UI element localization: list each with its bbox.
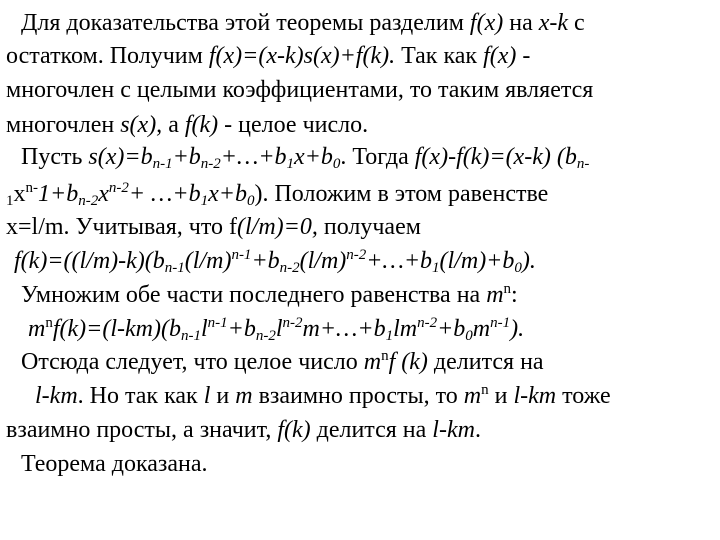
text-run: l-km — [513, 383, 557, 409]
text-run: x-k — [538, 10, 569, 36]
text-run: Пусть — [21, 144, 89, 170]
text-run: f(k)=(l-km)(b — [52, 316, 181, 342]
superscript: n — [381, 348, 389, 364]
text-run: Для доказательства этой теоремы разделим — [21, 10, 470, 36]
subscript: n-2 — [255, 328, 276, 344]
superscript: n-1 — [207, 315, 228, 331]
text-run: ). — [510, 316, 525, 342]
text-line — [21, 9, 585, 39]
text-run: m+…+b — [302, 316, 386, 342]
text-line — [6, 213, 421, 243]
text-run: +b — [251, 248, 280, 274]
text-run: +b — [437, 316, 466, 342]
text-run: f(x) — [483, 43, 517, 69]
text-line — [21, 281, 518, 311]
text-run: f(k)=((l/m)-k)(b — [14, 248, 165, 274]
subscript: n-2 — [78, 193, 99, 209]
text-run: взаимно просты, а значит, — [6, 417, 278, 443]
text-run: + …+b — [128, 181, 201, 207]
text-run: : — [511, 282, 518, 308]
text-run: +b — [227, 316, 256, 342]
subscript: n-2 — [200, 156, 221, 172]
superscript: n-2 — [417, 315, 438, 331]
text-run: делится на — [310, 417, 433, 443]
text-run: получаем — [317, 214, 421, 240]
superscript: n — [503, 281, 512, 297]
text-run: Умножим обе части последнего равенства на — [21, 282, 487, 308]
subscript: 0 — [514, 260, 522, 276]
superscript: n-1 — [231, 247, 252, 263]
text-run: x=l/m. Учитывая, что f — [6, 214, 237, 240]
text-run: f(x)-f(k)=(x-k) (b — [414, 144, 577, 170]
text-run: многочлен — [6, 112, 121, 138]
text-run: (l/m) — [299, 248, 347, 274]
subscript: 1 — [6, 193, 14, 209]
superscript: n-2 — [282, 315, 303, 331]
text-line — [6, 42, 530, 72]
text-run: s(x)=b — [88, 144, 153, 170]
text-line — [21, 450, 208, 480]
text-line — [21, 348, 544, 378]
text-run: l-km — [432, 417, 475, 443]
text-run: m — [463, 383, 482, 409]
text-run: делится на — [427, 349, 544, 375]
text-line — [14, 247, 536, 277]
subscript: 0 — [246, 193, 255, 209]
text-run: - — [516, 43, 531, 69]
superscript: n — [45, 315, 53, 331]
text-run: (l/m)=0, — [237, 214, 318, 240]
text-run: на — [503, 10, 539, 36]
text-run: x+b — [208, 181, 247, 207]
text-run: f(x) — [469, 10, 504, 36]
text-run: (l/m) — [184, 248, 232, 274]
text-run: l — [200, 316, 208, 342]
subscript: 1 — [385, 328, 394, 344]
text-run: (l/m)+b — [439, 248, 515, 274]
text-run: с — [568, 10, 585, 36]
text-run: m — [363, 349, 382, 375]
text-run: многочлен с целыми коэффициентами, то таким является — [6, 77, 594, 103]
text-run: тоже — [556, 383, 611, 409]
text-line — [35, 382, 611, 412]
text-run: x — [13, 181, 26, 207]
subscript: n-2 — [279, 260, 300, 276]
superscript: n-1 — [490, 315, 511, 331]
subscript: n-1 — [152, 156, 173, 172]
text-run: а — [162, 112, 185, 138]
text-run: s(x), — [120, 112, 163, 138]
text-run: l — [203, 383, 211, 409]
subscript: 1 — [200, 193, 209, 209]
text-run: взаимно просты, то — [252, 383, 464, 409]
superscript: n — [481, 382, 489, 398]
superscript: n- — [25, 180, 38, 196]
text-run: +b — [172, 144, 201, 170]
text-run: . — [474, 417, 481, 443]
subscript: 1 — [286, 156, 295, 172]
text-run: m — [235, 383, 253, 409]
text-run: - целое число. — [218, 112, 369, 138]
text-run: . Тогда — [340, 144, 415, 170]
text-line — [6, 180, 548, 210]
text-run: и — [210, 383, 236, 409]
text-run: f(k) — [184, 112, 219, 138]
text-run: f(k) — [277, 417, 311, 443]
text-run: x — [98, 181, 109, 207]
superscript: n-2 — [108, 180, 129, 196]
text-run: 1+b — [38, 181, 79, 207]
text-run: lm — [393, 316, 418, 342]
subscript: 0 — [332, 156, 341, 172]
subscript: 0 — [465, 328, 473, 344]
subscript: n- — [576, 156, 590, 172]
text-line — [6, 416, 481, 446]
text-run: m — [486, 282, 504, 308]
text-run: ). Положим в этом равенстве — [254, 181, 549, 207]
text-run: m — [472, 316, 491, 342]
subscript: n-1 — [164, 260, 185, 276]
subscript: 1 — [432, 260, 440, 276]
text-line — [6, 111, 368, 141]
text-run: . Но так как — [77, 383, 204, 409]
text-line — [6, 76, 593, 106]
superscript: n-2 — [346, 247, 367, 263]
text-run: ). — [521, 248, 536, 274]
text-run: Так как — [395, 43, 484, 69]
subscript: n-1 — [180, 328, 201, 344]
text-run: и — [488, 383, 514, 409]
text-run: f (k) — [388, 349, 428, 375]
text-run: остатком. Получим — [6, 43, 209, 69]
text-run: m — [28, 316, 46, 342]
text-run: f(x)=(x-k)s(x)+f(k). — [208, 43, 396, 69]
text-line — [28, 315, 524, 345]
text-run: l — [275, 316, 283, 342]
text-run: Отсюда следует, что целое число — [21, 349, 364, 375]
text-run: x+b — [294, 144, 333, 170]
text-run: +…+b — [220, 144, 287, 170]
text-run: +…+b — [366, 248, 433, 274]
text-run: Теорема доказана. — [21, 451, 208, 477]
text-run: l-km — [35, 383, 78, 409]
text-line — [21, 143, 589, 173]
